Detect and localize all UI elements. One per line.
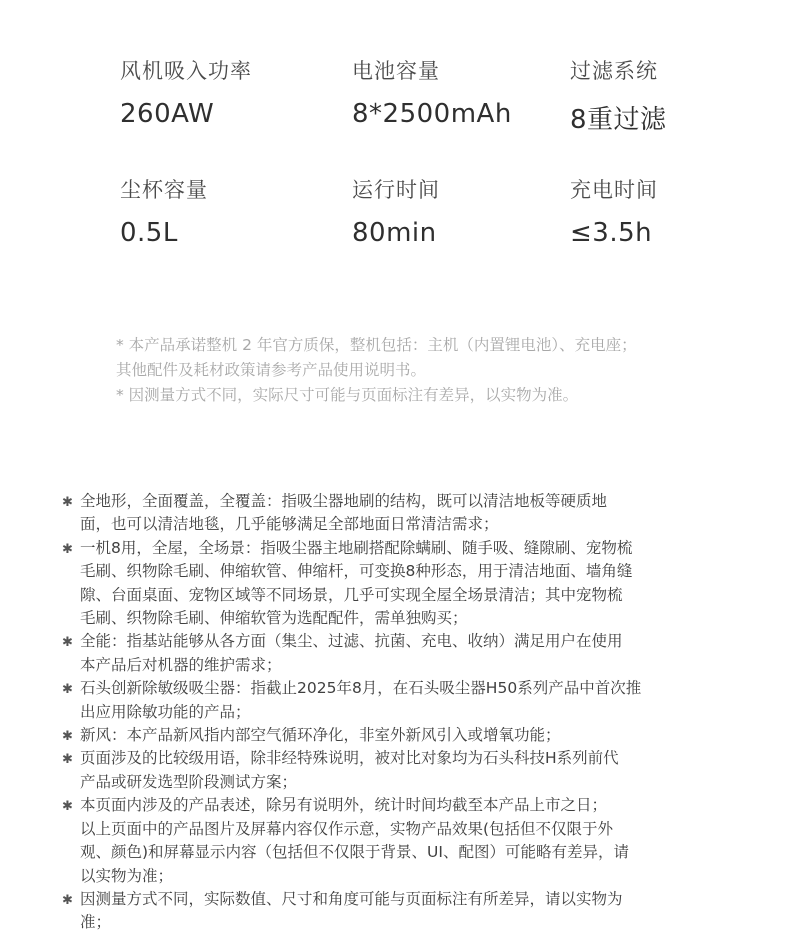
footnote-item [60,537,760,631]
footnote-item [60,490,760,537]
footnote-line: 因测量方式不同，实际数值、尺寸和角度可能与页面标注有所差异，请以实物为 [80,889,623,908]
spec-run-time [352,174,440,248]
footnote-line: 本页面内涉及的产品表述，除另有说明外，统计时间均截至本产品上市之日； [80,796,608,815]
spec-filter-system [570,55,667,136]
warranty-line: * 因测量方式不同，实际尺寸可能与页面标注有差异，以实物为准。 [116,386,579,404]
footnote-line: 面，也可以清洁地毯，几乎能够满足全部地面日常清洁需求； [80,515,499,534]
spec-label: 运行时间 [352,178,440,202]
footnote-line: 准； [80,913,112,932]
footnote-item [60,794,760,888]
footnote-line: 本产品后对机器的维护需求； [80,655,282,674]
spec-label: 尘杯容量 [120,178,208,202]
asterisk-icon: ✱ [62,799,73,815]
spec-dustbin-capacity [120,174,208,248]
footnote-line: 一机8用，全屋，全场景：指吸尘器主地刷搭配除螨刷、随手吸、缝隙刷、宠物梳 [80,538,633,557]
spec-label: 充电时间 [570,178,658,202]
spec-label: 电池容量 [352,59,440,83]
asterisk-icon: ✱ [62,892,73,908]
warranty-line: * 本产品承诺整机 2 年官方质保，整机包括：主机（内置锂电池）、充电座； [116,336,637,354]
footnote-item [60,677,760,724]
footnote-line: 以实物为准； [80,866,174,885]
footnote-line: 隙、台面桌面、宠物区域等不同场景，几乎可实现全屋全场景清洁；其中宠物梳 [80,585,623,604]
footnote-item [60,724,760,747]
footnote-line: 毛刷、织物除毛刷、伸缩软管为选配配件，需单独购买； [80,609,468,628]
asterisk-icon: ✱ [62,635,73,651]
spec-value: 260AW [120,99,215,129]
spec-value: 0.5L [120,218,178,248]
footnote-line: 出应用除敏功能的产品； [80,702,251,721]
asterisk-icon: ✱ [62,752,73,768]
footnote-item [60,630,760,677]
spec-value: ≤3.5h [570,218,653,248]
spec-value: 8*2500mAh [352,99,512,129]
spec-grid [0,0,790,300]
spec-label: 风机吸入功率 [120,59,252,83]
spec-label: 过滤系统 [570,59,658,83]
footnote-line: 以上页面中的产品图片及屏幕内容仅作示意，实物产品效果(包括但不仅限于外 [80,819,614,838]
footnote-item [60,888,760,935]
warranty-line: 其他配件及耗材政策请参考产品使用说明书。 [116,361,427,379]
spec-suction-power [120,55,252,129]
footnote-line: 页面涉及的比较级用语，除非经特殊说明，被对比对象均为石头科技H系列前代 [80,749,619,768]
footnote-line: 石头创新除敏级吸尘器：指截止2025年8月，在石头吸尘器H50系列产品中首次推 [80,679,642,698]
footnote-line: 产品或研发选型阶段测试方案； [80,772,298,791]
asterisk-icon: ✱ [62,682,73,698]
footnote-line: 观、颜色)和屏幕显示内容（包括但不仅限于背景、UI、配图）可能略有差异，请 [80,843,629,862]
footnote-line: 毛刷、织物除毛刷、伸缩软管、伸缩杆，可变换8种形态，用于清洁地面、墙角缝 [80,562,633,581]
footnote-line: 新风：本产品新风指内部空气循环净化，非室外新风引入或增氧功能； [80,726,561,745]
spec-charge-time [570,174,658,248]
footnote-item [60,747,760,794]
spec-value: 8重过滤 [570,105,667,135]
warranty-notice [116,333,756,408]
spec-value: 80min [352,218,437,248]
spec-battery-capacity [352,55,512,129]
footnote-line: 全地形，全面覆盖，全覆盖：指吸尘器地刷的结构，既可以清洁地板等硬质地 [80,492,608,510]
asterisk-icon: ✱ [62,541,73,557]
asterisk-icon: ✱ [62,729,73,745]
footnotes-list [60,490,760,935]
footnote-line: 全能：指基站能够从各方面（集尘、过滤、抗菌、充电、收纳）满足用户在使用 [80,632,623,651]
asterisk-icon: ✱ [62,495,73,510]
